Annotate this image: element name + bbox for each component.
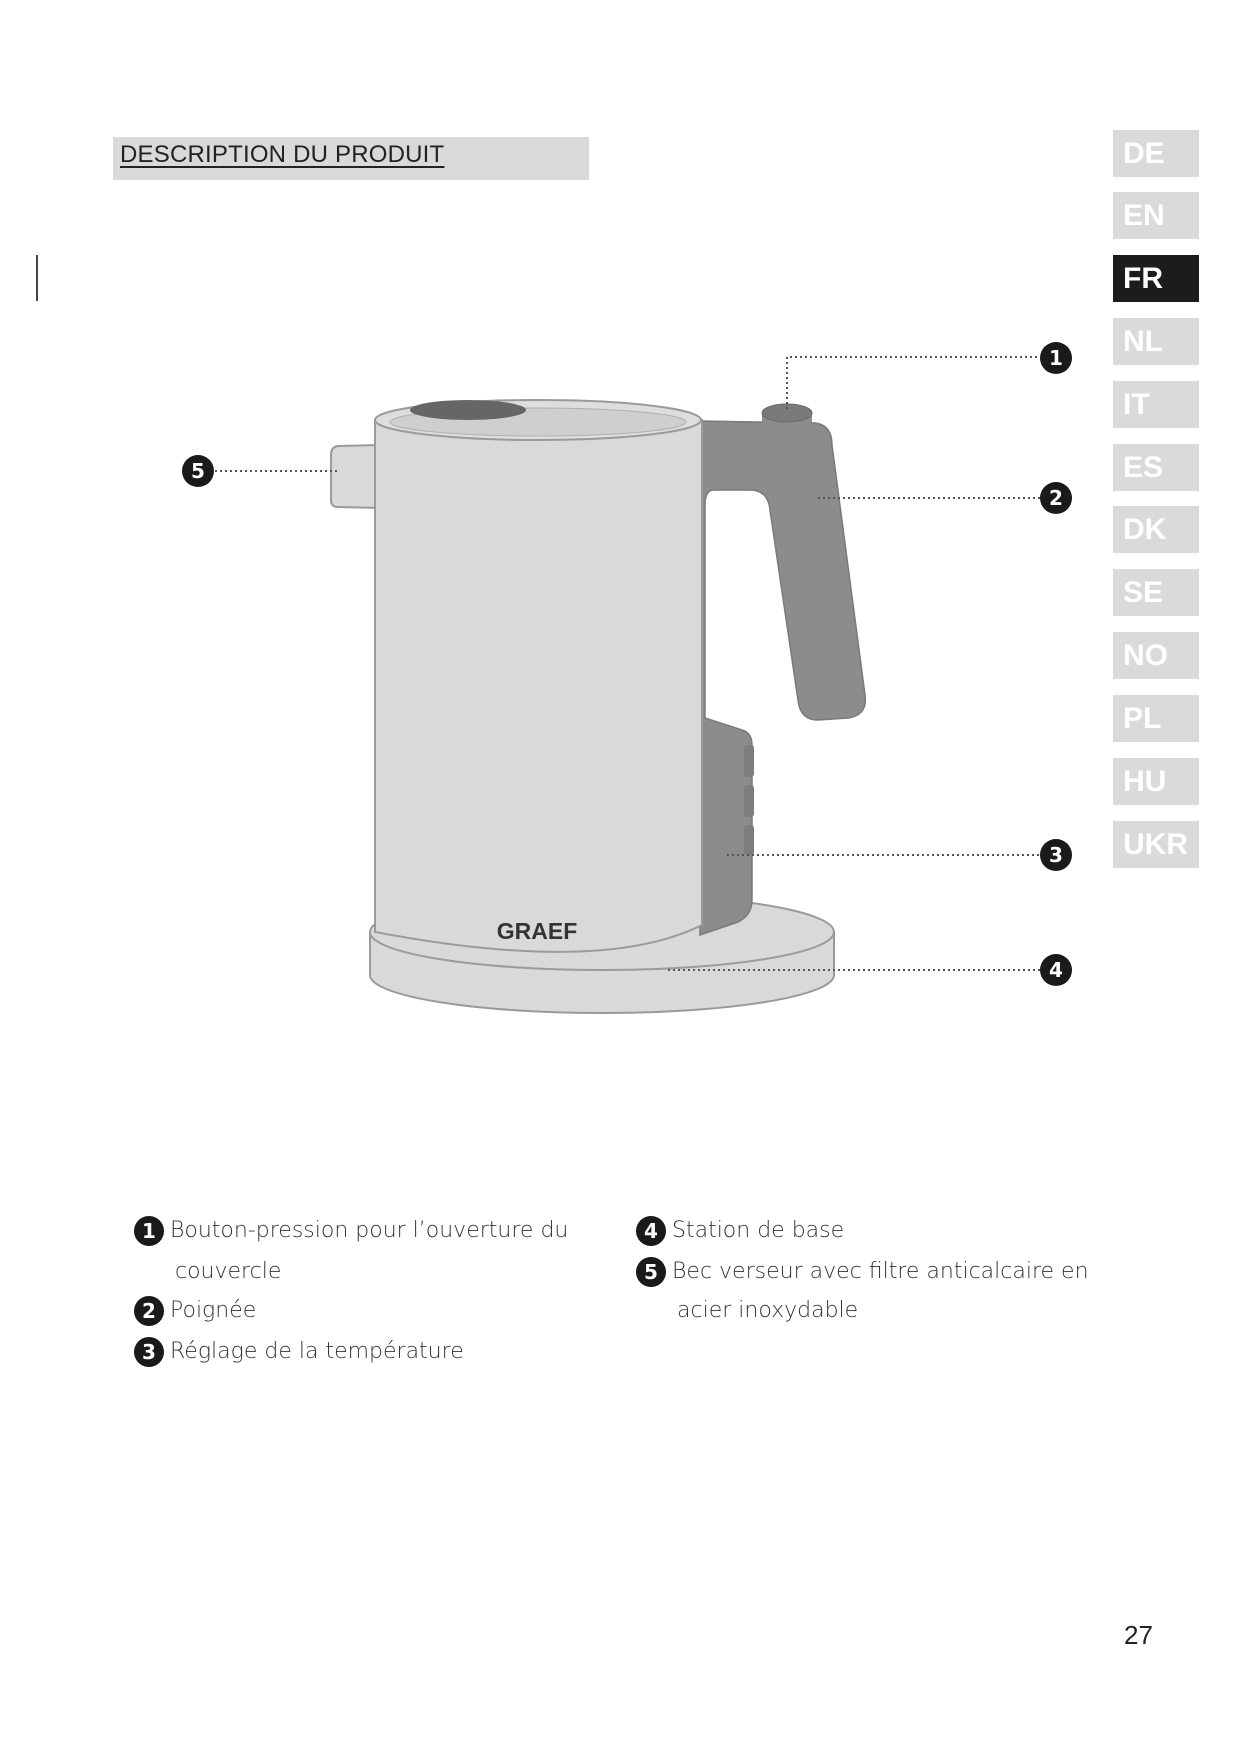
svg-text:5: 5 [191,459,205,483]
tab-lang-dk[interactable]: DK [1113,506,1199,553]
tab-lang-se[interactable]: SE [1113,569,1199,616]
tab-lang-hu[interactable]: HU [1113,758,1199,805]
legend-text-3: Réglage de la température [170,1339,464,1364]
legend-item-2 [134,1291,256,1331]
page-number: 27 [1124,1620,1153,1650]
legend-badge-2-icon: 2 [134,1296,164,1326]
handle [700,421,865,935]
brand-logo: GRAEF [496,918,578,944]
kettle-body [375,400,702,952]
svg-text:1: 1 [1049,346,1063,370]
legend-item-1 [134,1211,568,1251]
legend-text-2: Poignée [170,1298,257,1323]
legend-text-1: Bouton-pression pour l’ouverture du [170,1218,569,1243]
legend-item-5 [636,1252,1089,1292]
legend-text-4: Station de base [672,1218,845,1243]
legend-item-5-cont: acier inoxydable [677,1298,859,1323]
callout-4-icon [1040,954,1072,986]
tab-lang-pl[interactable]: PL [1113,695,1199,742]
legend-item-4 [636,1211,844,1251]
svg-text:2: 2 [1049,486,1063,510]
spout [331,445,380,508]
svg-text:4: 4 [1049,958,1063,982]
callout-5-icon [182,455,214,487]
callout-1-icon [1040,342,1072,374]
callout-3-icon [1040,839,1072,871]
svg-text:3: 3 [1049,843,1063,867]
tab-lang-fr[interactable]: FR [1113,255,1199,302]
tab-lang-de[interactable]: DE [1113,130,1199,177]
tab-lang-nl[interactable]: NL [1113,318,1199,365]
page-title: DESCRIPTION DU PRODUIT [120,141,445,168]
tab-lang-it[interactable]: IT [1113,381,1199,428]
tab-lang-ukr[interactable]: UKR [1113,821,1199,868]
legend-badge-4-icon: 4 [636,1216,666,1246]
legend-badge-5-icon: 5 [636,1257,666,1287]
legend-item-1-cont: couvercle [175,1259,282,1284]
legend-text-5: Bec verseur avec filtre anticalcaire en [672,1259,1089,1284]
callout-2-icon [1040,482,1072,514]
tab-lang-no[interactable]: NO [1113,632,1199,679]
legend-item-3 [134,1332,464,1372]
tab-lang-es[interactable]: ES [1113,444,1199,491]
tab-lang-en[interactable]: EN [1113,192,1199,239]
legend-badge-3-icon: 3 [134,1337,164,1367]
legend-badge-1-icon: 1 [134,1216,164,1246]
